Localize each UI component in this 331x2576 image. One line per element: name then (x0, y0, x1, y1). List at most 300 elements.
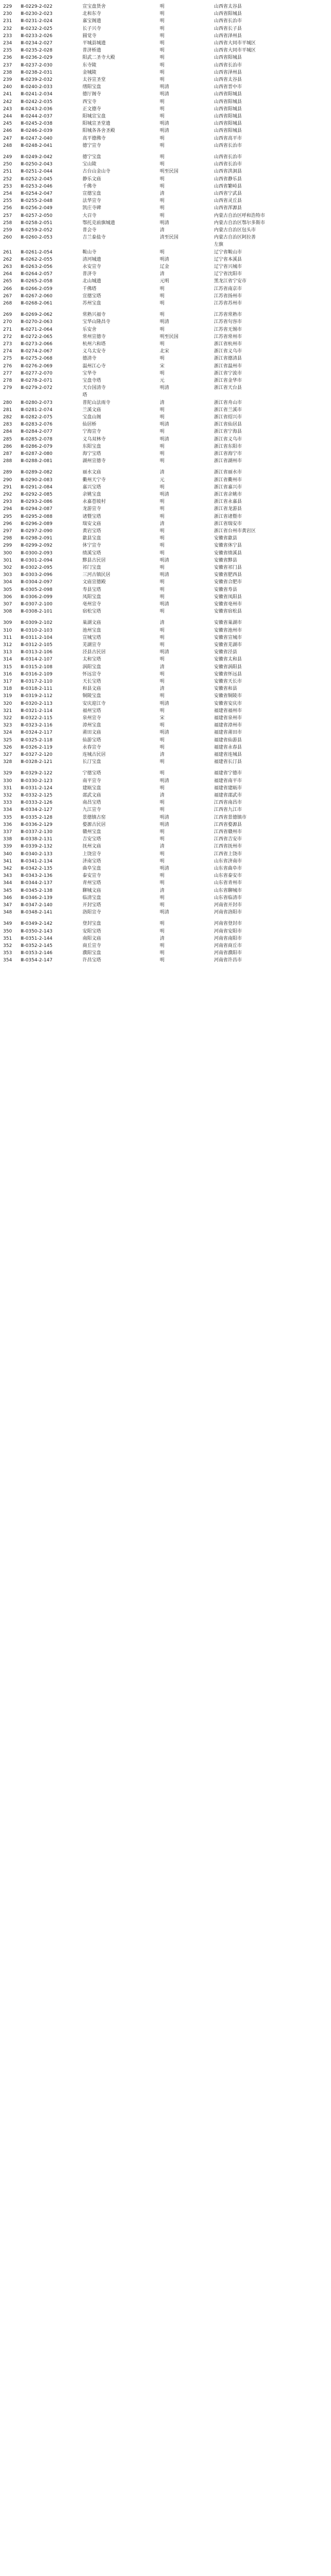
row-number: 323 (3, 723, 12, 728)
table-row (0, 564, 331, 572)
table-row (0, 377, 331, 385)
row-name: 涡阳宝盘 (82, 664, 102, 670)
table-row (0, 106, 331, 113)
row-number: 277 (3, 370, 12, 376)
table-row (0, 828, 331, 836)
row-code: Ⅲ-0282-2-075 (21, 415, 53, 420)
row-code: Ⅲ-0229-2-022 (21, 4, 53, 9)
row-era: 明清 (160, 602, 170, 607)
table-row (0, 278, 331, 285)
row-era: 明 (160, 143, 165, 148)
row-number: 263 (3, 264, 12, 269)
row-code: Ⅲ-0239-2-032 (21, 77, 53, 82)
row-name: 黄岩宝塔 (82, 529, 102, 534)
row-name: 千佛塔 (82, 286, 97, 292)
row-code: Ⅲ-0319-2-112 (21, 693, 53, 699)
row-era: 明清 (160, 121, 170, 127)
row-location: 山东省青州市 (214, 880, 242, 886)
row-location: 江西省景德镇市 (214, 815, 247, 820)
row-code: Ⅲ-0353-2-146 (21, 951, 53, 956)
row-era: 清 (160, 793, 165, 798)
table-row (0, 168, 331, 176)
row-code: Ⅲ-0278-2-071 (21, 378, 53, 383)
table-row (0, 557, 331, 565)
row-code: Ⅲ-0320-2-113 (21, 701, 53, 706)
row-name: 普济桥遗 (82, 48, 102, 54)
row-era: 明 (160, 62, 165, 68)
row-number: 310 (3, 628, 12, 633)
row-era: 明 (160, 429, 165, 435)
row-era: 清 (160, 521, 165, 527)
row-number: 273 (3, 342, 12, 347)
row-location: 山西省阳城县 (214, 121, 242, 127)
row-number: 311 (3, 635, 12, 640)
row-era: 清 (160, 888, 165, 893)
row-location: 浙江省舟山市 (214, 400, 242, 405)
row-name: 登封宝盘 (82, 921, 102, 927)
table-row (0, 477, 331, 484)
row-location: 浙江省永嘉县 (214, 499, 242, 505)
row-number: 239 (3, 77, 12, 82)
row-era: 清 (160, 844, 165, 850)
row-code: Ⅲ-0304-2-097 (21, 580, 53, 585)
row-era: 明 (160, 249, 165, 255)
row-number: 324 (3, 730, 12, 736)
row-location: 安徽省肥西县 (214, 572, 242, 578)
row-code: Ⅲ-0235-2-028 (21, 48, 53, 54)
row-era: 明清 (160, 84, 170, 90)
row-location: 江苏省常熟市 (214, 312, 242, 318)
row-era: 明 (160, 198, 165, 204)
row-era: 明 (160, 499, 165, 505)
table-row (0, 872, 331, 880)
row-era: 明 (160, 565, 165, 570)
row-code: Ⅲ-0335-2-128 (21, 815, 53, 820)
row-era: 明清 (160, 92, 170, 97)
table-row (0, 205, 331, 212)
row-number: 229 (3, 4, 12, 9)
table-row (0, 326, 331, 334)
row-name: 文庙宣德殿 (82, 580, 106, 585)
row-era: 明 (160, 4, 165, 9)
row-name: 金城陵 (82, 70, 97, 75)
table-row (0, 176, 331, 183)
row-code: Ⅲ-0303-2-096 (21, 572, 53, 578)
row-location: 内蒙古自治区呼和浩特市 (214, 213, 266, 218)
row-location: 福建省长汀县 (214, 759, 242, 765)
table-row (0, 744, 331, 752)
table-row (0, 758, 331, 766)
row-era: 清 (160, 228, 165, 233)
row-number: 237 (3, 62, 12, 68)
row-era: 明 (160, 737, 165, 743)
row-location: 浙江省温州市 (214, 363, 242, 369)
table-row (0, 341, 331, 348)
table-row (0, 76, 331, 84)
row-number: 246 (3, 128, 12, 134)
row-number: 241 (3, 92, 12, 97)
row-era: 明 (160, 70, 165, 75)
row-code: Ⅲ-0267-2-060 (21, 293, 53, 299)
row-name: 福州宝塔 (82, 708, 102, 714)
row-name: 衢州天宁寺 (82, 477, 106, 483)
row-number: 329 (3, 771, 12, 776)
row-name: 嘉宝阁遗 (82, 19, 102, 24)
row-location: 浙江省义乌市 (214, 436, 242, 442)
row-code: Ⅲ-0272-2-065 (21, 334, 53, 340)
table-row (0, 571, 331, 579)
row-code: Ⅲ-0305-2-098 (21, 587, 53, 592)
table-row (0, 256, 331, 264)
row-name: 寿县宝塔 (82, 587, 102, 592)
row-number: 312 (3, 642, 12, 648)
row-code: Ⅲ-0286-2-079 (21, 444, 53, 449)
row-name: 宣德宝塔 (82, 293, 102, 299)
table-row (0, 363, 331, 370)
row-name: 仙居桥 (82, 422, 97, 428)
row-name: 宣城宝塔 (82, 635, 102, 640)
row-name: 义乌太安寺 (82, 349, 106, 354)
row-number: 282 (3, 415, 12, 420)
row-code: Ⅲ-0264-2-057 (21, 272, 53, 277)
row-era: 明 (160, 587, 165, 592)
row-number: 327 (3, 752, 12, 757)
row-location: 福建省莆田市 (214, 730, 242, 736)
row-name: 德厅阁寺 (82, 92, 102, 97)
row-era: 明 (160, 609, 165, 615)
row-location: 内蒙古自治区鄂尔多斯市 (214, 220, 266, 226)
row-era: 明 (160, 99, 165, 105)
row-number: 330 (3, 778, 12, 784)
row-code: Ⅲ-0259-2-052 (21, 228, 53, 233)
row-number: 244 (3, 114, 12, 119)
table-row (0, 799, 331, 807)
row-location: 福建省南平市 (214, 778, 242, 784)
row-code: Ⅲ-0244-2-037 (21, 114, 53, 119)
row-era: 明 (160, 155, 165, 160)
row-code: Ⅲ-0240-2-033 (21, 84, 53, 90)
table-row (0, 737, 331, 744)
table-row (0, 183, 331, 191)
row-location: 河南省商丘市 (214, 943, 242, 948)
row-number: 328 (3, 759, 12, 765)
row-number: 230 (3, 11, 12, 17)
row-code: Ⅲ-0350-2-143 (21, 928, 53, 934)
row-number: 316 (3, 671, 12, 677)
row-era: 明清 (160, 910, 170, 916)
row-code: Ⅲ-0314-2-107 (21, 657, 53, 663)
row-number: 233 (3, 33, 12, 39)
row-number: 278 (3, 378, 12, 383)
row-location: 江苏省句容市 (214, 319, 242, 325)
row-name: 永春宣寺 (82, 744, 102, 750)
row-era: 明 (160, 327, 165, 332)
row-code: Ⅲ-0352-2-145 (21, 943, 53, 948)
row-era: 明清 (160, 815, 170, 820)
table-row (0, 40, 331, 47)
row-location: 浙江省嘉兴市 (214, 484, 242, 490)
row-number: 340 (3, 851, 12, 857)
row-location: 河南省登封市 (214, 921, 242, 927)
row-code: Ⅲ-0263-2-056 (21, 264, 53, 269)
table-row (0, 135, 331, 143)
row-era: 明清 (160, 436, 170, 442)
row-code: Ⅲ-0349-2-142 (21, 921, 53, 927)
table-row (0, 649, 331, 656)
row-number: 245 (3, 121, 12, 127)
row-number: 232 (3, 26, 12, 31)
table-row (0, 498, 331, 506)
row-era: 北宋 (160, 349, 170, 354)
row-era: 明 (160, 135, 165, 141)
row-location: 山西省晋中市 (214, 84, 242, 90)
row-name: 抚州文庙 (82, 844, 102, 850)
table-row (0, 491, 331, 499)
row-location: 浙江省金华市 (214, 378, 242, 383)
row-location: 辽宁省本溪县 (214, 257, 242, 262)
table-row (0, 865, 331, 873)
table-row (0, 806, 331, 814)
row-name: 德宁宝盘 (82, 155, 102, 160)
row-number: 234 (3, 41, 12, 46)
row-code: Ⅲ-0245-2-038 (21, 121, 53, 127)
table-row (0, 821, 331, 829)
row-name: 德宁宣寺 (82, 143, 102, 148)
row-code: Ⅲ-0321-2-114 (21, 708, 53, 714)
row-era: 明 (160, 33, 165, 39)
row-name: 普会寺 (82, 228, 97, 233)
row-era: 明 (160, 11, 165, 17)
row-location: 安徽省和县 (214, 686, 238, 692)
row-era: 明 (160, 921, 165, 927)
table-row (0, 656, 331, 664)
row-location: 浙江省台州市黄岩区 (214, 529, 256, 534)
row-era: 明 (160, 550, 165, 556)
row-era: 明 (160, 800, 165, 806)
row-number: 243 (3, 106, 12, 112)
row-location: 山西省太谷县 (214, 4, 242, 9)
row-number: 235 (3, 48, 12, 54)
row-code: Ⅲ-0261-2-054 (21, 249, 53, 255)
row-location: 福建省漳州市 (214, 723, 242, 728)
row-name: 清河城遗 (82, 257, 102, 262)
row-location: 浙江省余姚市 (214, 492, 242, 497)
table-row (0, 399, 331, 407)
table-row (0, 311, 331, 319)
row-era: 明 (160, 114, 165, 119)
row-name: 九江宣寺 (82, 807, 102, 813)
row-name: 南阳文庙 (82, 936, 102, 941)
row-location: 江西省抚州市 (214, 844, 242, 850)
row-location: 辽宁省鞍山市 (214, 249, 242, 255)
row-location: 黑龙江省宁安市 (214, 279, 247, 284)
row-code: Ⅲ-0273-2-066 (21, 342, 53, 347)
row-era: 明清 (160, 778, 170, 784)
row-code: Ⅲ-0324-2-117 (21, 730, 53, 736)
row-number: 286 (3, 444, 12, 449)
row-era: 明清 (160, 220, 170, 226)
table-row (0, 535, 331, 543)
row-number: 347 (3, 903, 12, 908)
row-location: 辽宁省兴城市 (214, 264, 242, 269)
row-code: Ⅲ-0236-2-029 (21, 55, 53, 61)
table-row (0, 887, 331, 895)
row-era: 明 (160, 342, 165, 347)
row-location: 安徽省寿县 (214, 587, 238, 592)
row-number: 259 (3, 228, 12, 233)
table-row (0, 678, 331, 686)
row-location: 安徽省巢湖市 (214, 620, 242, 626)
row-name: 北和东寺 (82, 11, 102, 17)
row-number: 346 (3, 895, 12, 901)
row-name: 嘉兴宝塔 (82, 484, 102, 490)
table-row (0, 62, 331, 70)
row-location: 山东省泰安市 (214, 873, 242, 879)
row-name: 泉州宣寺 (82, 716, 102, 721)
table-row (0, 814, 331, 822)
row-code: Ⅲ-0266-2-059 (21, 286, 53, 292)
row-location: 山西省灵丘县 (214, 198, 242, 204)
table-row (0, 858, 331, 866)
table-row (0, 318, 331, 326)
row-number: 247 (3, 135, 12, 141)
row-number: 354 (3, 958, 12, 963)
row-name: 宁海宣寺 (82, 429, 102, 435)
row-name: 阳城宣宝盘 (82, 114, 106, 119)
row-location: 河南省濮阳市 (214, 951, 242, 956)
row-location: 安徽省宿松县 (214, 609, 242, 615)
row-code: Ⅲ-0233-2-026 (21, 33, 53, 39)
table-row (0, 91, 331, 98)
row-code: Ⅲ-0325-2-118 (21, 737, 53, 743)
row-number: 231 (3, 19, 12, 24)
row-era: 明 (160, 693, 165, 699)
row-number: 343 (3, 873, 12, 879)
row-code: Ⅲ-0313-2-106 (21, 650, 53, 655)
table-row (0, 421, 331, 429)
row-location: 江苏省南京市 (214, 286, 242, 292)
table-row (0, 270, 331, 278)
row-code: Ⅲ-0311-2-104 (21, 635, 53, 640)
row-code: Ⅲ-0232-2-025 (21, 26, 53, 31)
row-number: 301 (3, 557, 12, 563)
row-location: 浙江省瑞安市 (214, 521, 242, 527)
row-location: 安徽省池州市 (214, 628, 242, 633)
row-location: 山东省济南市 (214, 858, 242, 864)
row-code: Ⅲ-0275-2-068 (21, 356, 53, 362)
row-name: 休宁宣寺 (82, 543, 102, 549)
table-row (0, 161, 331, 168)
row-location: 山西省阳城县 (214, 55, 242, 61)
row-number: 288 (3, 459, 12, 464)
row-era: 明清 (160, 822, 170, 827)
table-row (0, 293, 331, 300)
table-row (0, 234, 331, 242)
row-era: 明 (160, 744, 165, 750)
row-code: Ⅲ-0289-2-082 (21, 470, 53, 476)
row-code: Ⅲ-0250-2-043 (21, 162, 53, 167)
row-name: 三河古镇民居 (82, 572, 111, 578)
row-location: 江苏省扬州市 (214, 293, 242, 299)
row-number: 291 (3, 484, 12, 490)
row-location: 山西省阳城县 (214, 128, 242, 134)
row-location: 山东省曲阜市 (214, 866, 242, 871)
row-era: 元明 (160, 279, 170, 284)
row-code: Ⅲ-0251-2-044 (21, 169, 53, 175)
table-row (0, 300, 331, 308)
table-row (0, 505, 331, 513)
row-location: 安徽省歙县 (214, 536, 238, 541)
row-location: 山西省长治市 (214, 62, 242, 68)
row-name: 青州宝塔 (82, 880, 102, 886)
row-name: 阳武二圣寺大殿 (82, 55, 115, 61)
row-number: 351 (3, 936, 12, 941)
table-row (0, 843, 331, 851)
row-name: 阳城各各舍圣殿 (82, 128, 115, 134)
row-name: 吉兰泰盐寺 (82, 235, 106, 241)
row-location: 安徽省泾县 (214, 650, 238, 655)
row-era: 清 (160, 686, 165, 692)
row-number: 240 (3, 84, 12, 90)
table-row (0, 520, 331, 528)
row-number: 248 (3, 143, 12, 148)
row-era: 清 (160, 936, 165, 941)
row-location: 浙江省宁海县 (214, 429, 242, 435)
row-number: 253 (3, 183, 12, 189)
row-location: 山西省长治市 (214, 155, 242, 160)
row-number: 267 (3, 293, 12, 299)
row-location: 江西省婺源县 (214, 822, 242, 827)
row-location: 河南省开封市 (214, 903, 242, 908)
row-era: 明 (160, 77, 165, 82)
row-location: 山西省静乐县 (214, 176, 242, 182)
row-location: 浙江省海宁市 (214, 451, 242, 456)
row-name: 宝盘寺塔 (82, 378, 102, 383)
row-number: 257 (3, 213, 12, 218)
row-location: 安徽省天长市 (214, 679, 242, 684)
table-row (0, 443, 331, 451)
row-name: 长子兴寺 (82, 26, 102, 31)
row-era: 明 (160, 679, 165, 684)
row-code: Ⅲ-0351-2-144 (21, 936, 53, 941)
row-number: 335 (3, 815, 12, 820)
row-code: Ⅲ-0255-2-048 (21, 198, 53, 204)
row-name: 绩溪宝塔 (82, 550, 102, 556)
row-era: 宋 (160, 363, 165, 369)
row-code: Ⅲ-0302-2-095 (21, 565, 53, 570)
row-name: 鞍山寺 (82, 249, 97, 255)
table-row (0, 707, 331, 715)
row-code: Ⅲ-0280-2-073 (21, 400, 53, 405)
row-code: Ⅲ-0291-2-084 (21, 484, 53, 490)
row-code: Ⅲ-0354-2-147 (21, 958, 53, 963)
row-number: 275 (3, 356, 12, 362)
row-era: 明 (160, 459, 165, 464)
row-name: 东阳宝盘 (82, 444, 102, 449)
row-code: Ⅲ-0300-2-093 (21, 550, 53, 556)
row-name: 临清宝盘 (82, 895, 102, 901)
row-name: 平城县城遗 (82, 41, 106, 46)
row-code: Ⅲ-0260-2-053 (21, 235, 53, 241)
row-code: Ⅲ-0299-2-092 (21, 543, 53, 549)
row-era: 明 (160, 723, 165, 728)
row-number: 337 (3, 829, 12, 835)
row-number: 269 (3, 312, 12, 318)
row-location: 浙江省兰溪市 (214, 407, 242, 413)
row-code: Ⅲ-0276-2-069 (21, 363, 53, 369)
row-code: Ⅲ-0332-2-125 (21, 793, 53, 798)
table-row (0, 608, 331, 616)
